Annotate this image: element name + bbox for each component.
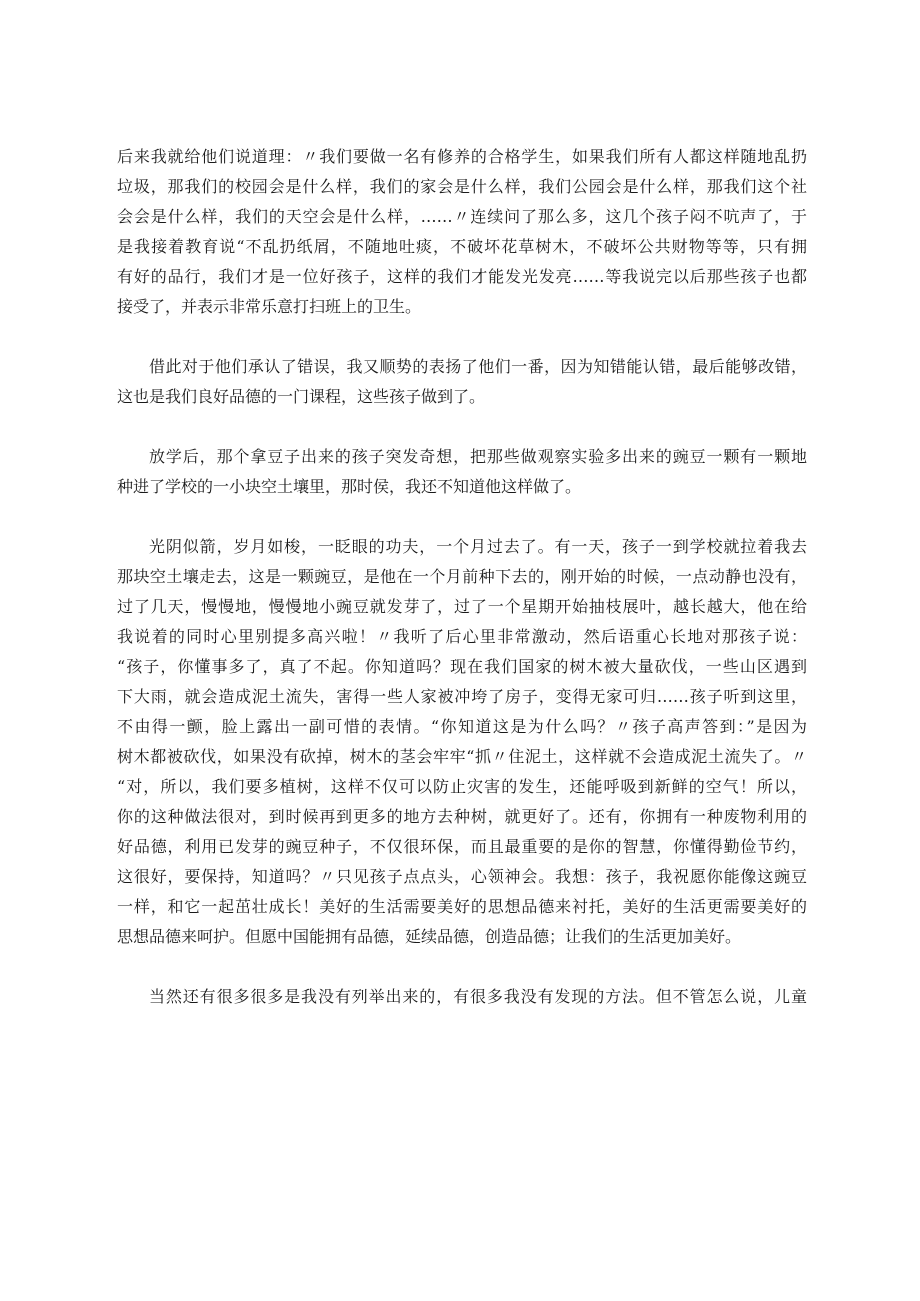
text-line: 那块空土壤走去，这是一颗豌豆，是他在一个月前种下去的，刚开始的时候，一点动静也没有， (117, 567, 807, 586)
paragraph-gap (117, 327, 807, 357)
text-line: 后来我就给他们说道理：〃我们要做一名有修养的合格学生，如果我们所有人都这样随地乱扔 (117, 147, 807, 166)
text-line: 你的这种做法很对，到时候再到更多的地方去种树，就更好了。还有，你拥有一种废物利用的 (117, 807, 807, 826)
paragraph-gap (117, 957, 807, 987)
text-line: 借此对于他们承认了错误，我又顺势的表扬了他们一番，因为知错能认错，最后能够改错， (149, 357, 807, 376)
text-line: 树木都被砍伐，如果没有砍掉，树木的茎会牢牢“抓〃住泥土，这样就不会造成泥土流失了。〃 (117, 747, 807, 766)
text-line: 当然还有很多很多是我没有列举出来的，有很多我没有发现的方法。但不管怎么说，儿童 (149, 987, 807, 1006)
text-line: 下大雨，就会造成泥土流失，害得一些人家被冲垮了房子，变得无家可归……孩子听到这里， (117, 687, 807, 706)
paragraph-gap (117, 417, 807, 447)
text-line: 垃圾，那我们的校园会是什么样，我们的家会是什么样，我们公园会是什么样，那我们这个社 (117, 177, 807, 196)
text-line: 有好的品行，我们才是一位好孩子，这样的我们才能发光发亮……等我说完以后那些孩子也都 (117, 267, 807, 286)
text-line: 这也是我们良好品德的一门课程，这些孩子做到了。 (117, 387, 486, 406)
text-line: 种进了学校的一小块空土壤里，那时侯，我还不知道他这样做了。 (117, 477, 582, 496)
text-line: 光阴似箭，岁月如梭，一眨眼的功夫，一个月过去了。有一天，孩子一到学校就拉着我去 (149, 537, 807, 556)
text-line: “孩子，你懂事多了，真了不起。你知道吗？现在我们国家的树木被大量砍伐，一些山区遇到 (117, 657, 807, 676)
text-line: 不由得一颤，脸上露出一副可惜的表情。“你知道这是为什么吗？〃孩子高声答到：”是因为 (117, 717, 807, 736)
text-line: 是我接着教育说“不乱扔纸屑，不随地吐痰，不破坏花草树木，不破坏公共财物等等，只有拥 (117, 237, 807, 256)
text-line: 思想品德来呵护。但愿中国能拥有品德，延续品德，创造品德；让我们的生活更加美好。 (117, 927, 742, 946)
text-line: 这很好，要保持，知道吗？〃只见孩子点点头，心领神会。我想：孩子，我祝愿你能像这豌豆 (117, 867, 807, 886)
text-line: 过了几天，慢慢地，慢慢地小豌豆就发芽了，过了一个星期开始抽枝展叶，越长越大，他在给 (117, 597, 807, 616)
text-line: 我说着的同时心里别提多高兴啦！〃我听了后心里非常激动，然后语重心长地对那孩子说： (117, 627, 807, 646)
text-line: 接受了，并表示非常乐意打扫班上的卫生。 (117, 297, 422, 316)
paragraph-gap (117, 507, 807, 537)
text-line: “对，所以，我们要多植树，这样不仅可以防止灾害的发生，还能呼吸到新鲜的空气！所以， (117, 777, 807, 796)
paragraph-2 (117, 357, 807, 417)
document-body (117, 147, 807, 1017)
paragraph-5 (117, 987, 807, 1017)
paragraph-1 (117, 147, 807, 327)
text-line: 会会是什么样，我们的天空会是什么样，……〃连续问了那么多，这几个孩子闷不吭声了，于 (117, 207, 807, 226)
text-line: 一样，和它一起茁壮成长！美好的生活需要美好的思想品德来衬托，美好的生活更需要美好的 (117, 897, 807, 916)
text-line: 好品德，利用已发芽的豌豆种子，不仅很环保，而且最重要的是你的智慧，你懂得勤俭节约， (117, 837, 807, 856)
text-line: 放学后，那个拿豆子出来的孩子突发奇想，把那些做观察实验多出来的豌豆一颗有一颗地 (149, 447, 807, 466)
paragraph-4 (117, 537, 807, 957)
paragraph-3 (117, 447, 807, 507)
